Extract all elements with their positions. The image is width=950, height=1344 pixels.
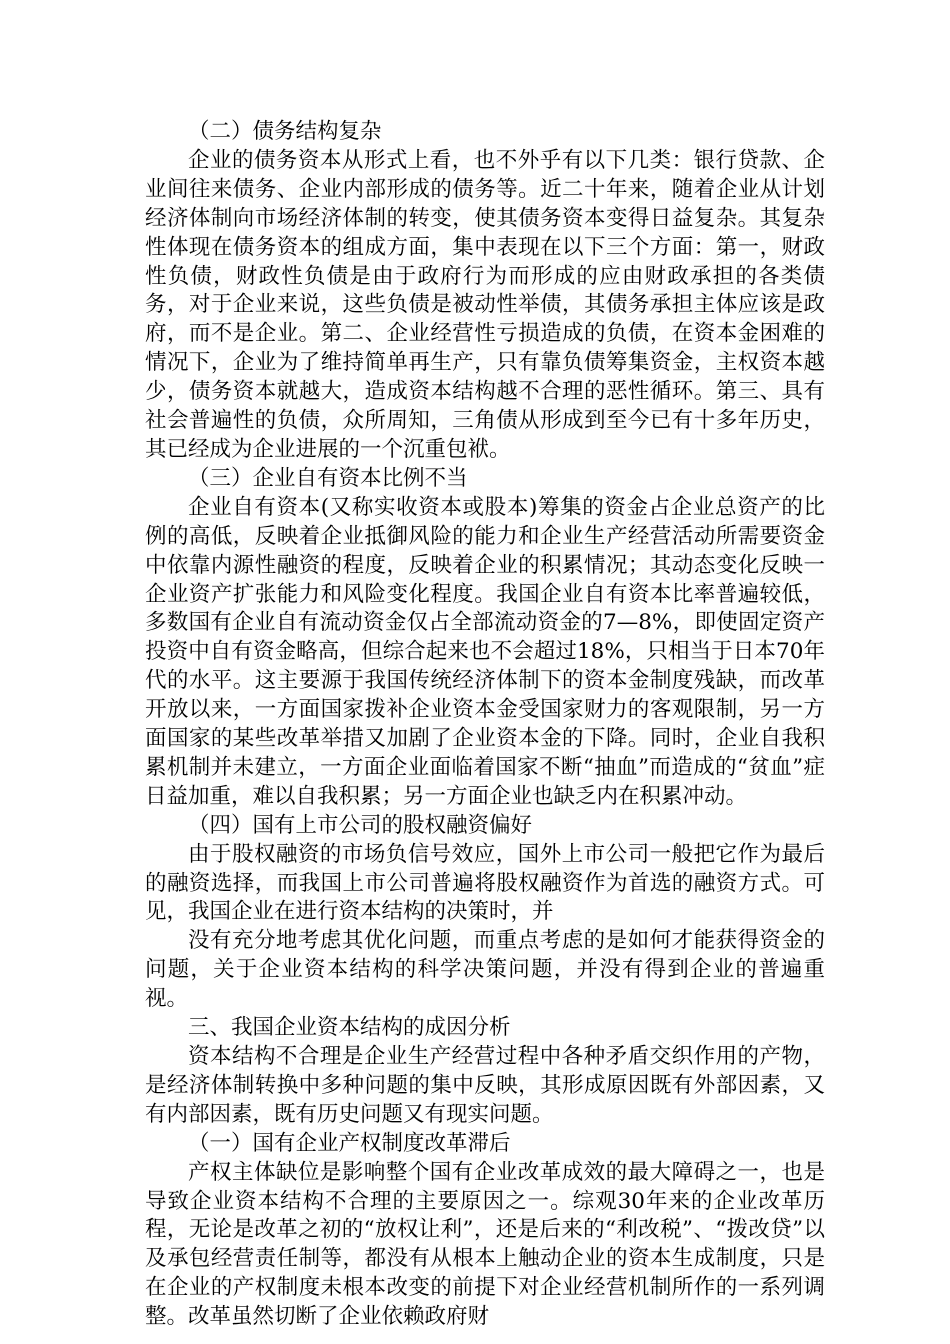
paragraph-debt-capital: 企业的债务资本从形式上看，也不外乎有以下几类：银行贷款、企业间往来债务、企业内部形成的债务等。近二十年来，随着企业从计划经济体制向市场经济体制的转变，使其债务资本变得日益复杂。其复杂性体现在债务资本的组成方面，集中表现在以下三个方面：第一，财政性负债，财政性负债是由于政府行为而形成的应由财政承担的各类债务，对于企业来说，这些负债是被动性举债，其债务承担主体应该是政府，而不是企业。第二、企业经营性亏损造成的负债，在资本金困难的情况下，企业为了维持简单再生产，只有靠负债筹集资金，主权资本越少，债务资本就越大，造成资本结构越不合理的恶性循环。第三、具有社会普遍性的负债，众所周知，三角债从形成到至今已有十多年历史，其已经成为企业进展的一个沉重包袱。: [145, 147, 825, 462]
paragraph-equity-financing-continued: 没有充分地考虑其优化问题，而重点考虑的是如何才能获得资金的问题，关于企业资本结构的科学决策问题，并没有得到企业的普遍重视。: [145, 928, 825, 1012]
section-heading-equity-financing: （四）国有上市公司的股权融资偏好: [188, 812, 533, 838]
paragraph-own-capital: 企业自有资本(又称实收资本或股本)筹集的资金占企业总资产的比例的高低，反映着企业抵御风险的能力和企业生产经营活动所需要资金中依靠内源性融资的程度，反映着企业的积累情况；其动态变化反映一企业资产扩张能力和风险变化程度。我国企业自有资本比率普遍较低，多数国有企业自有流动资金仅占全部流动资金的7—8%，即使固定资产投资中自有资金略高，但综合起来也不会超过18%，只相当于日本70年代的水平。这主要源于我国传统经济体制下的资本金制度残缺，而改革开放以来，一方面国家拨补企业资本金受国家财力的客观限制，另一方面国家的某些改革举措又加剧了企业资本金的下降。同时，企业自我积累机制并未建立，一方面企业面临着国家不断“抽血”而造成的“贫血”症日益加重，难以自我积累；另一方面企业也缺乏内在积累冲动。: [145, 494, 825, 809]
section-heading-own-capital-ratio: （三）企业自有资本比例不当: [188, 465, 468, 491]
paragraph-property-rights: 产权主体缺位是影响整个国有企业改革成效的最大障碍之一，也是导致企业资本结构不合理的主要原因之一。综观30年来的企业改革历程，无论是改革之初的“放权让利”，还是后来的“利改税”、“拨改贷”以及承包经营责任制等，都没有从根本上触动企业的资本生成制度，只是在企业的产权制度未根本改变的前提下对企业经营机制所作的一系列调整。改革虽然切断了企业依赖政府财: [145, 1159, 825, 1330]
section-heading-debt-structure: （二）债务结构复杂: [188, 119, 382, 144]
section-heading-cause-analysis: 三、我国企业资本结构的成因分析: [188, 1015, 511, 1041]
paragraph-cause-analysis: 资本结构不合理是企业生产经营过程中各种矛盾交织作用的产物，是经济体制转换中多种问题的集中反映，其形成原因既有外部因素，又有内部因素，既有历史问题又有现实问题。: [145, 1044, 825, 1127]
section-heading-property-rights-reform: （一）国有企业产权制度改革滞后: [188, 1130, 511, 1156]
document-page: [145, 118, 825, 1332]
paragraph-equity-financing: 由于股权融资的市场负信号效应，国外上市公司一般把它作为最后的融资选择，而我国上市公司普遍将股权融资作为首选的融资方式。可见，我国企业在进行资本结构的决策时，并: [145, 841, 825, 925]
